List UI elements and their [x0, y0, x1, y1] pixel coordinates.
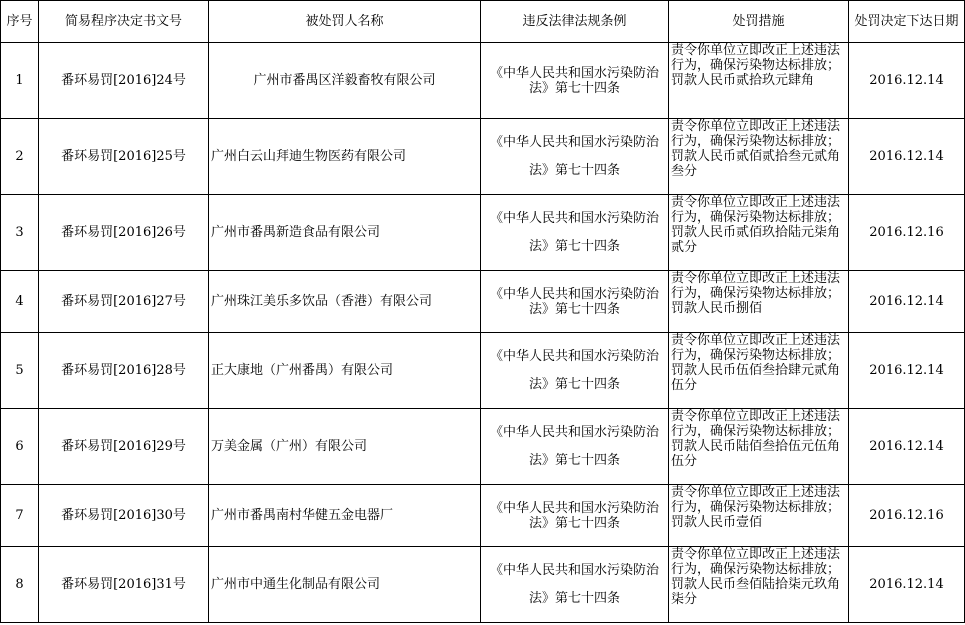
cell-doc-no: 番环易罚[2016]31号: [39, 547, 209, 623]
table-row: [1, 43, 965, 119]
cell-measure: [669, 195, 849, 271]
cell-party: 万美金属（广州）有限公司: [209, 409, 481, 485]
cell-party: 广州白云山拜迪生物医药有限公司: [209, 119, 481, 195]
cell-date: 2016.12.14: [849, 409, 965, 485]
header-party: 被处罚人名称: [209, 1, 481, 43]
table-row: [1, 195, 965, 271]
cell-date: 2016.12.14: [849, 271, 965, 333]
cell-law: 《中华人民共和国水污染防治法》第七十四条: [481, 119, 669, 195]
measure-text: 责令你单位立即改正上述违法行为，确保污染物达标排放；罚款人民币陆佰叁拾伍元伍角伍分: [671, 409, 841, 469]
cell-seq: 6: [1, 409, 39, 485]
header-seq: 序号: [1, 1, 39, 43]
header-measure: 处罚措施: [669, 1, 849, 43]
cell-measure: [669, 409, 849, 485]
cell-law: 《中华人民共和国水污染防治法》第七十四条: [481, 409, 669, 485]
cell-date: 2016.12.14: [849, 119, 965, 195]
measure-text: 责令你单位立即改正上述违法行为，确保污染物达标排放；罚款人民币贰佰玖拾陆元柒角贰分: [671, 195, 841, 255]
measure-text: 责令你单位立即改正上述违法行为，确保污染物达标排放；罚款人民币贰拾玖元肆角: [671, 43, 841, 88]
cell-party: 广州市中通生化制品有限公司: [209, 547, 481, 623]
cell-date: 2016.12.14: [849, 333, 965, 409]
cell-seq: 8: [1, 547, 39, 623]
cell-seq: 4: [1, 271, 39, 333]
cell-doc-no: 番环易罚[2016]30号: [39, 485, 209, 547]
cell-law: 《中华人民共和国水污染防治法》第七十四条: [481, 195, 669, 271]
cell-doc-no: 番环易罚[2016]25号: [39, 119, 209, 195]
cell-doc-no: 番环易罚[2016]28号: [39, 333, 209, 409]
cell-doc-no: 番环易罚[2016]27号: [39, 271, 209, 333]
cell-seq: 3: [1, 195, 39, 271]
measure-text: 责令你单位立即改正上述违法行为，确保污染物达标排放；罚款人民币捌佰: [671, 271, 841, 316]
cell-measure: [669, 333, 849, 409]
header-doc-no: 简易程序决定书文号: [39, 1, 209, 43]
table-row: [1, 409, 965, 485]
header-row: [1, 1, 965, 43]
header-date: 处罚决定下达日期: [849, 1, 965, 43]
cell-law: 《中华人民共和国水污染防治法》第七十四条: [481, 547, 669, 623]
cell-party: 广州珠江美乐多饮品（香港）有限公司: [209, 271, 481, 333]
cell-measure: [669, 119, 849, 195]
cell-party: 正大康地（广州番禺）有限公司: [209, 333, 481, 409]
cell-measure: [669, 547, 849, 623]
cell-doc-no: 番环易罚[2016]26号: [39, 195, 209, 271]
cell-law: 《中华人民共和国水污染防治法》第七十四条: [481, 333, 669, 409]
cell-measure: [669, 485, 849, 547]
header-law: 违反法律法规条例: [481, 1, 669, 43]
cell-doc-no: 番环易罚[2016]29号: [39, 409, 209, 485]
table-row: [1, 485, 965, 547]
measure-text: 责令你单位立即改正上述违法行为，确保污染物达标排放；罚款人民币叁佰陆拾柒元玖角柒分: [671, 547, 841, 607]
cell-date: 2016.12.14: [849, 43, 965, 119]
cell-seq: 1: [1, 43, 39, 119]
cell-seq: 7: [1, 485, 39, 547]
measure-text: 责令你单位立即改正上述违法行为，确保污染物达标排放；罚款人民币伍佰叁拾肆元贰角伍分: [671, 333, 841, 393]
cell-measure: [669, 271, 849, 333]
table-row: [1, 271, 965, 333]
measure-text: 责令你单位立即改正上述违法行为，确保污染物达标排放；罚款人民币壹佰: [671, 485, 841, 530]
measure-text: 责令你单位立即改正上述违法行为，确保污染物达标排放；罚款人民币贰佰贰拾叁元贰角叁分: [671, 119, 841, 179]
cell-date: 2016.12.16: [849, 485, 965, 547]
cell-law: 《中华人民共和国水污染防治法》第七十四条: [481, 43, 669, 119]
cell-party: 广州市番禺南村华健五金电器厂: [209, 485, 481, 547]
cell-date: 2016.12.16: [849, 195, 965, 271]
cell-party: 广州市番禺新造食品有限公司: [209, 195, 481, 271]
cell-date: 2016.12.14: [849, 547, 965, 623]
cell-law: 《中华人民共和国水污染防治法》第七十四条: [481, 485, 669, 547]
table-row: [1, 547, 965, 623]
cell-seq: 2: [1, 119, 39, 195]
cell-seq: 5: [1, 333, 39, 409]
table-row: [1, 119, 965, 195]
table-row: [1, 333, 965, 409]
cell-law: 《中华人民共和国水污染防治法》第七十四条: [481, 271, 669, 333]
cell-party: 广州市番禺区洋毅畜牧有限公司: [209, 43, 481, 119]
cell-measure: [669, 43, 849, 119]
cell-doc-no: 番环易罚[2016]24号: [39, 43, 209, 119]
